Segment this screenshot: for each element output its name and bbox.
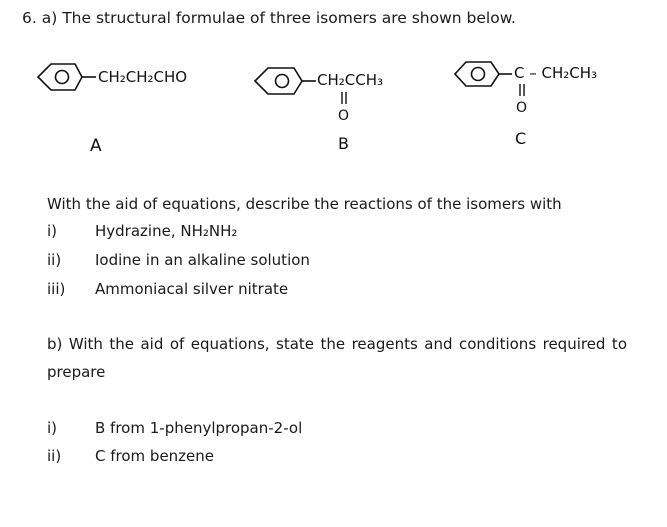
structure-c [455,62,597,148]
part-b-intro-line1: b) With the aid of equations, state the reagents and conditions required to [47,335,627,353]
part-b-item-1-text: B from 1-phenylpropan-2-ol [95,419,303,437]
part-a-item-1-text: Hydrazine, NH₂NH₂ [95,222,238,240]
part-b-intro-line2: prepare [47,363,106,381]
part-a-item-2-text: Iodine in an alkaline solution [95,251,310,269]
label-c: C [515,129,527,148]
part-a-item-3-text: Ammoniacal silver nitrate [95,280,289,298]
structures-figure [0,0,667,170]
label-b: B [338,134,349,153]
carbonyl-o-c: O [516,100,528,116]
label-a: A [90,136,102,156]
benzene-ring-a-circle [56,71,69,84]
benzene-ring-b-circle [276,75,289,88]
part-a-intro: With the aid of equations, describe the reactions of the isomers with [47,195,562,213]
benzene-ring-a [38,64,82,90]
carbonyl-o-b: O [338,108,350,124]
part-b-item-2-num: ii) [47,447,62,465]
benzene-ring-b [255,68,302,94]
substituent-c: C – CH₂CH₃ [514,64,598,82]
part-b-item-1-num: i) [47,419,58,437]
question-title: 6. a) The structural formulae of three isomers are shown below. [22,9,516,27]
part-a-item-2-num: ii) [47,251,62,269]
structure-a [38,64,187,156]
benzene-ring-c [455,62,499,86]
substituent-b: CH₂CCH₃ [317,71,384,89]
structure-b [255,68,383,153]
part-a-item-3-num: iii) [47,280,66,298]
substituent-a: CH₂CH₂CHO [98,68,188,86]
benzene-ring-c-circle [472,68,485,81]
part-a-item-1-num: i) [47,222,58,240]
part-b-item-2-text: C from benzene [95,447,215,465]
